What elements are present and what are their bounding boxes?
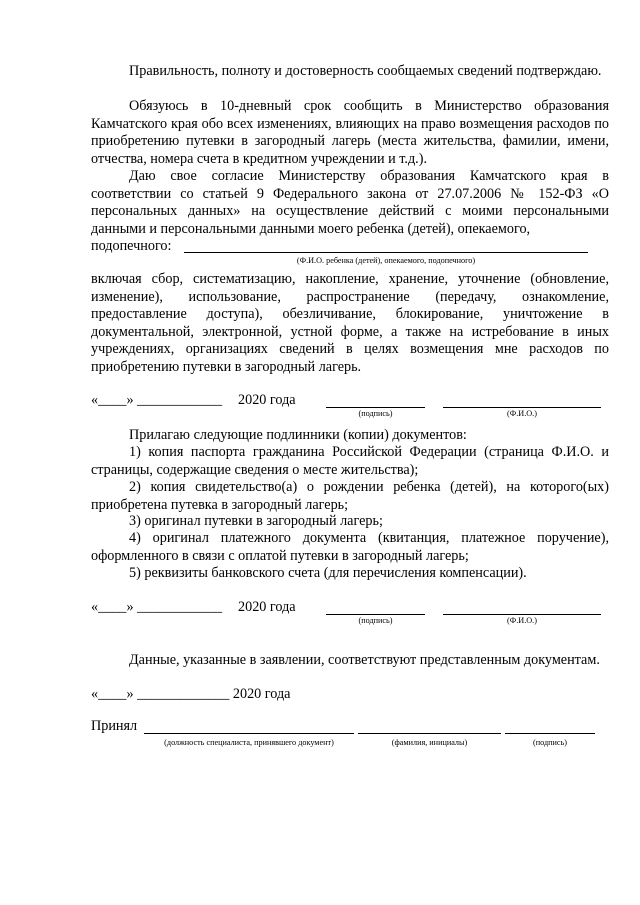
signature-caption-2: (подпись) (358, 616, 393, 625)
accepted-name-caption: (фамилия, инициалы) (391, 738, 468, 747)
date-day-2: «____» (91, 599, 134, 615)
date-month-2: ____________ (137, 599, 223, 615)
verification-paragraph: Данные, указанные в заявлении, соответствуют представленным документам. (129, 652, 600, 668)
consent-continued-paragraph: включая сбор, систематизацию, накопление, хранение, уточнение (обновление, изменение), использование, распространение (передачу, ознакомление, предоставление доступа), обезличивание, блокирование, уничтожение в документальной, электронной, устной форме, а также на истребование в иных учреждениях, организациях сведений в целях возмещения мне расходов по приобретению путевки в загородный лагерь. (91, 271, 609, 375)
signature-line-2[interactable] (326, 614, 425, 615)
attachment-item: 5) реквизиты банковского счета (для перечисления компенсации). (129, 565, 527, 581)
confirm-paragraph: Правильность, полноту и достоверность сообщаемых сведений подтверждаю. (129, 63, 602, 79)
signature-caption-1: (подпись) (358, 409, 393, 418)
accepted-label: Принял (91, 718, 138, 734)
name-line-1[interactable] (443, 407, 601, 408)
attachment-item: 2) копия свидетельство(а) о рождении ребенка (детей), на которого(ых) приобретена путевка в загородный лагерь; (91, 479, 609, 513)
signature-line-1[interactable] (326, 407, 425, 408)
date-day-1: «____» (91, 392, 134, 408)
ward-caption: (Ф.И.О. ребенка (детей), опекаемого, подопечного) (296, 256, 476, 265)
accepted-signature-line[interactable] (505, 733, 595, 734)
attachment-item: 4) оригинал платежного документа (квитанция, платежное поручение), оформленного в связи с оплатой путевки в загородный лагерь; (91, 530, 609, 564)
position-caption: (должность специалиста, принявшего документ) (164, 738, 334, 747)
attachment-item: 1) копия паспорта гражданина Российской Федерации (страница Ф.И.О. и страницы, содержащие сведения о месте жительства); (91, 444, 609, 478)
date-month-1: ____________ (137, 392, 223, 408)
date-year-2: 2020 года (238, 599, 296, 615)
ward-name-line[interactable] (184, 252, 588, 253)
ward-label: подопечного: (91, 238, 172, 254)
position-line[interactable] (144, 733, 354, 734)
date-year-1: 2020 года (238, 392, 296, 408)
name-line-2[interactable] (443, 614, 601, 615)
accepted-name-line[interactable] (358, 733, 501, 734)
attachments-intro: Прилагаю следующие подлинники (копии) документов: (129, 427, 467, 443)
obligation-paragraph: Обязуюсь в 10-дневный срок сообщить в Министерство образования Камчатского края обо всех изменениях, влияющих на право возмещения расходов по приобретению путевки в загородный лагерь (места жительства, фамилии, имени, отчества, номера счета в кредитном учреждении и т.д.). (91, 98, 609, 167)
name-caption-2: (Ф.И.О.) (507, 616, 537, 625)
consent-paragraph: Даю свое согласие Министерству образования Камчатского края в соответствии со статьей 9 Федерального закона от 27.07.2006 № 152-ФЗ «О персональных данных» на осуществление действий с моими персональными данными и персональными данными моего ребенка (детей), опекаемого, (91, 168, 609, 237)
attachment-item: 3) оригинал путевки в загородный лагерь; (129, 513, 383, 529)
accepted-signature-caption: (подпись) (533, 738, 567, 747)
name-caption-1: (Ф.И.О.) (507, 409, 537, 418)
date-line-3: «____» _____________ 2020 года (91, 686, 291, 702)
